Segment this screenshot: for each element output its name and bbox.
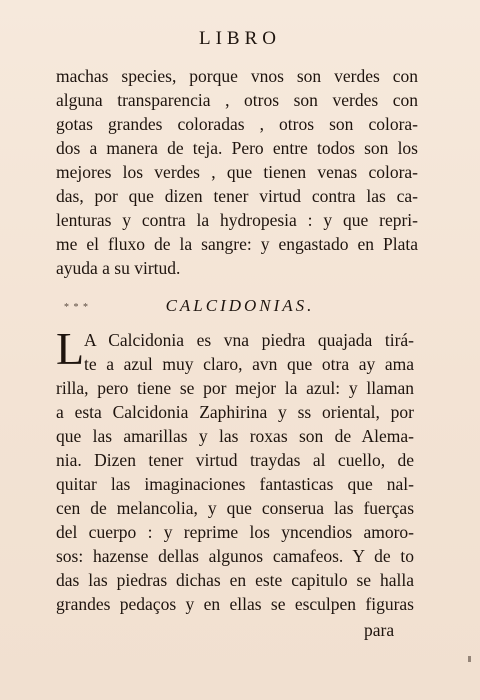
running-head: LIBRO bbox=[199, 28, 281, 49]
text-line: cen de melancolia, y que conserua las fuerças bbox=[56, 498, 414, 518]
text-line: dos a manera de teja. Pero entre todos son los bbox=[56, 138, 418, 158]
text-line: me el fluxo de la sangre: y engastado en Plata bbox=[56, 234, 418, 254]
catchword: para bbox=[364, 620, 395, 640]
text-line: ayuda a su virtud. bbox=[56, 258, 181, 278]
text-line: del cuerpo : y reprime los yncendios amoro- bbox=[56, 522, 414, 542]
section-ornament: * * * bbox=[64, 302, 89, 313]
text-line: quitar las imaginaciones fantasticas que nal- bbox=[56, 474, 414, 494]
text-line: gotas grandes coloradas , otros son colora- bbox=[56, 114, 418, 134]
text-line: das las piedras dichas en este capitulo se halla bbox=[56, 570, 414, 590]
text-line: sos: hazense dellas algunos camafeos. Y de to bbox=[56, 546, 414, 566]
text-line: das, por que dizen tener virtud contra las ca- bbox=[56, 186, 418, 206]
text-line: A Calcidonia es vna piedra quajada tirá- bbox=[84, 330, 414, 350]
text-line: nia. Dizen tener virtud traydas al cuello, de bbox=[56, 450, 414, 470]
text-line: machas species, porque vnos son verdes con bbox=[56, 66, 418, 86]
text-line: a esta Calcidonia Zaphirina y ss oriental, por bbox=[56, 402, 414, 422]
drop-cap: L bbox=[56, 323, 85, 374]
text-line: grandes pedaços y en ellas se esculpen figuras bbox=[56, 594, 414, 614]
text-line: rilla, pero tiene se por mejor la azul: y llaman bbox=[56, 378, 414, 398]
section-title: CALCIDONIAS. bbox=[165, 296, 315, 315]
section-heading bbox=[64, 296, 416, 316]
text-line: que las amarillas y las roxas son de Alema- bbox=[56, 426, 414, 446]
text-line: alguna transparencia , otros son verdes con bbox=[56, 90, 418, 110]
text-line: te a azul muy claro, avn que otra ay ama bbox=[84, 354, 414, 374]
text-line: mejores los verdes , que tienen venas colora- bbox=[56, 162, 418, 182]
text-line: lenturas y contra la hydropesia : y que repri- bbox=[56, 210, 418, 230]
ink-smudge bbox=[468, 656, 471, 662]
